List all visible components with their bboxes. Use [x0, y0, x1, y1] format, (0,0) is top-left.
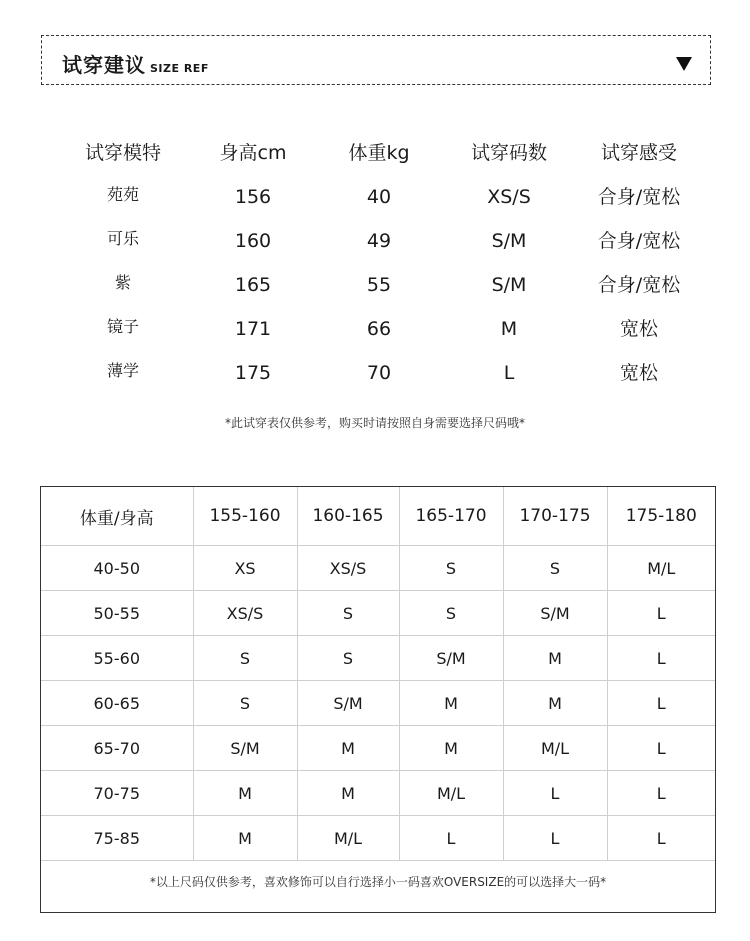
model-size: S/M — [491, 274, 527, 296]
size-cell: L — [607, 591, 715, 636]
model-weight: 55 — [366, 274, 392, 296]
weight-range: 40-50 — [41, 546, 193, 591]
model-size: M — [500, 318, 518, 340]
model-feel: 合身/宽松 — [597, 230, 681, 252]
height-range-header: 165-170 — [399, 487, 503, 546]
size-cell: S — [503, 546, 607, 591]
size-cell: M — [503, 681, 607, 726]
size-cell: M — [399, 681, 503, 726]
size-cell: M — [297, 726, 399, 771]
size-cell: S — [399, 546, 503, 591]
table-row — [41, 681, 715, 726]
size-cell: M/L — [297, 816, 399, 861]
size-cell: XS — [193, 546, 297, 591]
model-height: 160 — [234, 230, 272, 252]
weight-range: 70-75 — [41, 771, 193, 816]
weight-range: 55-60 — [41, 636, 193, 681]
table-row — [41, 591, 715, 636]
model-feel: 合身/宽松 — [597, 186, 681, 208]
size-cell: S/M — [297, 681, 399, 726]
size-chart-note: *以上尺码仅供参考，喜欢修饰可以自行选择小一码喜欢OVERSIZE的可以选择大一码* — [149, 875, 607, 889]
size-ref-header[interactable] — [41, 35, 711, 85]
section-title-text: 试穿建议 — [62, 53, 146, 77]
try-on-note: *此试穿表仅供参考，购买时请按照自身需要选择尺码哦* — [224, 416, 525, 430]
model-weight: 40 — [366, 186, 392, 208]
model-name: 薄学 — [106, 361, 139, 380]
size-cell: XS/S — [297, 546, 399, 591]
model-height: 171 — [234, 318, 272, 340]
model-feel: 宽松 — [619, 362, 658, 384]
section-subtitle: SIZE REF — [150, 62, 209, 75]
size-chart-table — [41, 487, 715, 861]
weight-range: 60-65 — [41, 681, 193, 726]
size-cell: M — [399, 726, 503, 771]
model-weight: 66 — [366, 318, 392, 340]
table-row — [41, 726, 715, 771]
size-cell: S — [297, 591, 399, 636]
height-range-header: 160-165 — [297, 487, 399, 546]
model-feel: 合身/宽松 — [597, 274, 681, 296]
model-name: 可乐 — [106, 229, 139, 248]
table-row — [41, 636, 715, 681]
size-cell: L — [607, 636, 715, 681]
col-header-height: 身高cm — [219, 142, 287, 164]
size-cell: S/M — [193, 726, 297, 771]
model-weight: 70 — [366, 362, 392, 384]
section-title — [62, 49, 209, 78]
size-cell: L — [503, 771, 607, 816]
size-cell: S/M — [399, 636, 503, 681]
size-cell: L — [607, 771, 715, 816]
model-size: XS/S — [487, 186, 531, 208]
col-header-feel: 试穿感受 — [600, 142, 677, 164]
size-cell: M — [193, 816, 297, 861]
size-cell: S — [193, 636, 297, 681]
col-header-model: 试穿模特 — [84, 142, 161, 164]
model-height: 165 — [234, 274, 272, 296]
height-range-header: 170-175 — [503, 487, 607, 546]
table-row — [41, 546, 715, 591]
table-row — [41, 771, 715, 816]
size-cell: L — [503, 816, 607, 861]
size-cell: L — [607, 681, 715, 726]
size-cell: M/L — [399, 771, 503, 816]
weight-range: 75-85 — [41, 816, 193, 861]
model-height: 175 — [234, 362, 272, 384]
height-range-header: 155-160 — [193, 487, 297, 546]
size-cell: S — [399, 591, 503, 636]
model-name: 苑苑 — [106, 185, 139, 204]
size-cell: S — [297, 636, 399, 681]
size-cell: M/L — [503, 726, 607, 771]
weight-range: 50-55 — [41, 591, 193, 636]
model-size: S/M — [491, 230, 527, 252]
size-chart-header-row — [41, 487, 715, 546]
col-header-size: 试穿码数 — [470, 142, 547, 164]
size-cell: S — [193, 681, 297, 726]
size-cell: S/M — [503, 591, 607, 636]
model-name: 紫 — [114, 273, 131, 292]
triangle-down-icon[interactable] — [676, 57, 692, 71]
size-cell: L — [607, 816, 715, 861]
model-weight: 49 — [366, 230, 392, 252]
size-cell: L — [399, 816, 503, 861]
size-cell: L — [607, 726, 715, 771]
weight-range: 65-70 — [41, 726, 193, 771]
size-cell: M/L — [607, 546, 715, 591]
model-size: L — [503, 362, 515, 384]
size-chart — [40, 486, 716, 913]
table-row — [41, 816, 715, 861]
model-name: 镜子 — [106, 317, 139, 336]
size-cell: M — [193, 771, 297, 816]
model-height: 156 — [234, 186, 272, 208]
size-cell: XS/S — [193, 591, 297, 636]
corner-label: 体重/身高 — [41, 487, 193, 546]
size-cell: M — [297, 771, 399, 816]
size-cell: M — [503, 636, 607, 681]
model-feel: 宽松 — [619, 318, 658, 340]
col-header-weight: 体重kg — [348, 142, 410, 164]
height-range-header: 175-180 — [607, 487, 715, 546]
